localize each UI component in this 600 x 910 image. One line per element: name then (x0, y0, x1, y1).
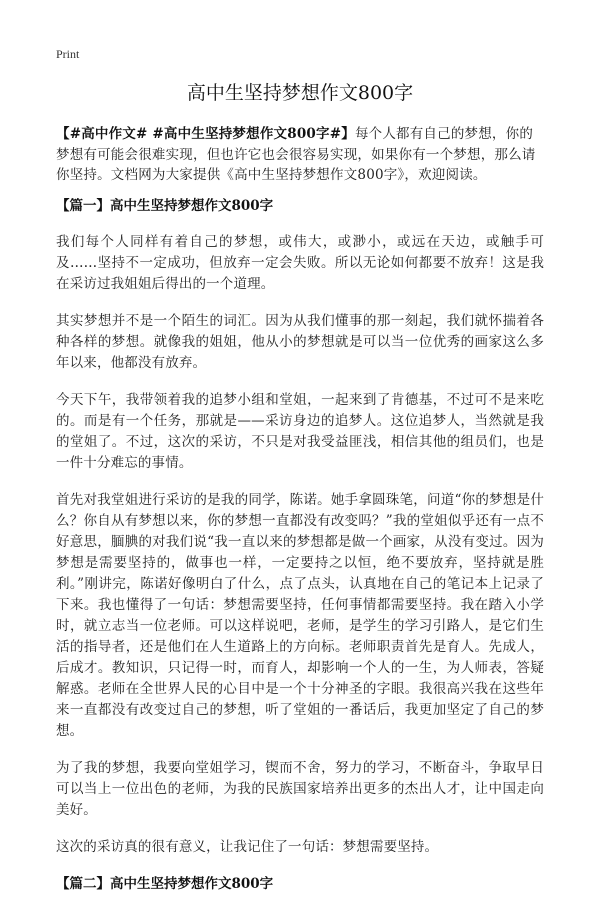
intro-paragraph (56, 124, 544, 186)
section-1-paragraph-5: 为了我的梦想，我要向堂姐学习，锲而不舍，努力的学习，不断奋斗，争取早日可以当上一位出色的老师，为我的民族国家培养出更多的杰出人才，让中国走向美好。 (56, 759, 544, 818)
section-1-paragraph-3: 今天下午，我带领着我的追梦小组和堂姐，一起来到了肯德基，不过可不是来吃的。而是有一个任务，那就是——采访身边的追梦人。这位追梦人，当然就是我的堂姐了。不过，这次的采访，不只是对我受益匪浅，相信其他的组员们，也是一件十分难忘的事情。 (56, 391, 544, 471)
print-link[interactable]: Print (56, 47, 80, 61)
intro-tag: 【#高中作文# #高中生坚持梦想作文800字#】 (56, 126, 355, 142)
document-page (56, 80, 544, 910)
intro-text: 每个人都有自己的梦想，你的梦想有可能会很难实现，但也许它也会很容易实现，如果你有一个梦想，那么请你坚持。文档网为大家提供《高中生坚持梦想作文800字》，欢迎阅读。 (56, 126, 536, 183)
section-1-paragraph-6: 这次的采访真的很有意义，让我记住了一句话：梦想需要坚持。 (56, 838, 439, 855)
page-title: 高中生坚持梦想作文800字 (186, 82, 414, 104)
section-1-paragraph-1: 我们每个人同样有着自己的梦想，或伟大，或渺小，或远在天边，或触手可及……坚持不一定成功，但放弃一定会失败。所以无论如何都要不放弃！这是我在采访过我姐姐后得出的一个道理。 (56, 233, 544, 292)
section-heading-2: 【篇二】高中生坚持梦想作文800字 (56, 875, 274, 892)
section-heading-1: 【篇一】高中生坚持梦想作文800字 (56, 197, 274, 214)
section-1-paragraph-4: 首先对我堂姐进行采访的是我的同学，陈诺。她手拿圆珠笔，问道“你的梦想是什么？你自从有梦想以来，你的梦想一直都没有改变吗？”我的堂姐似乎还有一点不好意思，腼腆的对我们说“我一直以来的梦想都是做一个画家，从没有变过。因为梦想是需要坚持的，做事也一样，一定要持之以恒，绝不要放弃，坚持就是胜利。”刚讲完，陈诺好像明白了什么，点了点头，认真地在自己的笔记本上记录了下来。我也懂得了一句话：梦想需要坚持，任何事情都需要坚持。我在踏入小学时，就立志当一位老师。可以这样说吧，老师，是学生的学习引路人，是它们生活的指导者，还是他们在人生道路上的方向标。老师职责首先是育人。先成人，后成才。教知识，只记得一时，而育人，却影响一个人的一生，为人师表，答疑解惑。老师在全世界人民的心目中是一个十分神圣的字眼。我很高兴我在这些年来一直都没有改变过自己的梦想，听了堂姐的一番话后，我更加坚定了自己的梦想。 (56, 491, 544, 739)
section-1-paragraph-2: 其实梦想并不是一个陌生的词汇。因为从我们懂事的那一刻起，我们就怀揣着各种各样的梦想。就像我的姐姐，他从小的梦想就是可以当一位优秀的画家这么多年以来，他都没有放弃。 (56, 312, 544, 371)
